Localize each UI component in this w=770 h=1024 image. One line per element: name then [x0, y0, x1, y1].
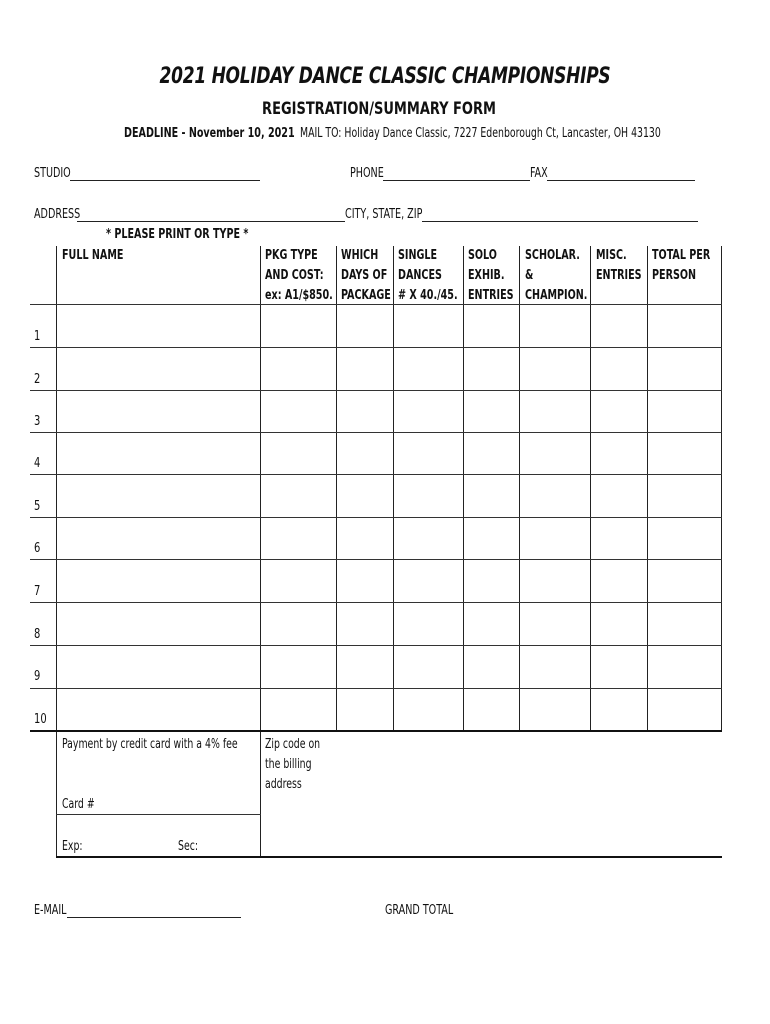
email-field[interactable] [67, 917, 241, 918]
table-bottom-line [56, 856, 722, 858]
studio-label: STUDIO [34, 166, 71, 181]
row-number: 10 [34, 712, 47, 727]
email-label: E-MAIL [34, 903, 67, 918]
col-header-solo-exhib: SOLO EXHIB. ENTRIES [468, 248, 514, 303]
row-number: 7 [34, 584, 41, 599]
form-subtitle: REGISTRATION/SUMMARY FORM [262, 99, 496, 119]
col-line [260, 246, 261, 858]
row-line-thick [30, 730, 722, 732]
card-number-label: Card # [62, 797, 95, 812]
row-line [30, 688, 722, 689]
card-exp-label: Exp: [62, 839, 83, 854]
row-line [30, 347, 722, 348]
zip-note: Zip code on the billing address [265, 737, 321, 792]
row-number: 6 [34, 541, 41, 556]
col-line [393, 246, 394, 732]
deadline-text: DEADLINE - November 10, 2021 [124, 126, 295, 141]
studio-field[interactable] [70, 180, 260, 181]
col-header-single-dances: SINGLE DANCES # X 40./45. [398, 248, 458, 303]
row-line [30, 390, 722, 391]
col-header-misc-entries: MISC. ENTRIES [596, 248, 642, 283]
form-title: 2021 HOLIDAY DANCE CLASSIC CHAMPIONSHIPS [159, 64, 611, 89]
city-state-zip-label: CITY, STATE, ZIP [345, 207, 423, 222]
city-state-zip-field[interactable] [422, 221, 698, 222]
row-number: 8 [34, 627, 41, 642]
row-line [30, 602, 722, 603]
address-label: ADDRESS [34, 207, 81, 222]
print-note: * PLEASE PRINT OR TYPE * [106, 227, 249, 242]
col-header-full-name: FULL NAME [62, 248, 124, 263]
col-header-total-per-person: TOTAL PER PERSON [652, 248, 711, 283]
row-number: 4 [34, 456, 41, 471]
row-line [30, 559, 722, 560]
fax-field[interactable] [547, 180, 695, 181]
col-line [463, 246, 464, 732]
col-line [519, 246, 520, 732]
col-line [56, 246, 57, 858]
col-line [590, 246, 591, 732]
address-field[interactable] [77, 221, 345, 222]
phone-field[interactable] [383, 180, 530, 181]
row-line [30, 432, 722, 433]
row-number: 1 [34, 329, 41, 344]
col-line [647, 246, 648, 732]
row-line [30, 517, 722, 518]
card-sec-label: Sec: [178, 839, 198, 854]
col-header-which-days: WHICH DAYS OF PACKAGE [341, 248, 391, 303]
phone-label: PHONE [350, 166, 384, 181]
row-number: 5 [34, 499, 41, 514]
col-line [336, 246, 337, 732]
col-header-pkg-type: PKG TYPE AND COST: ex: A1/$850. [265, 248, 333, 303]
row-line [30, 474, 722, 475]
row-number: 2 [34, 372, 41, 387]
col-line [721, 246, 722, 732]
fax-label: FAX [530, 166, 548, 181]
row-line [30, 645, 722, 646]
row-number: 3 [34, 414, 41, 429]
col-header-scholar-champion: SCHOLAR. & CHAMPION. [525, 248, 588, 303]
card-fee-note: Payment by credit card with a 4% fee [62, 737, 238, 752]
grand-total-label: GRAND TOTAL [385, 903, 454, 918]
mail-to-address: MAIL TO: Holiday Dance Classic, 7227 Edenborough Ct, Lancaster, OH 43130 [300, 126, 661, 141]
row-number: 9 [34, 669, 41, 684]
